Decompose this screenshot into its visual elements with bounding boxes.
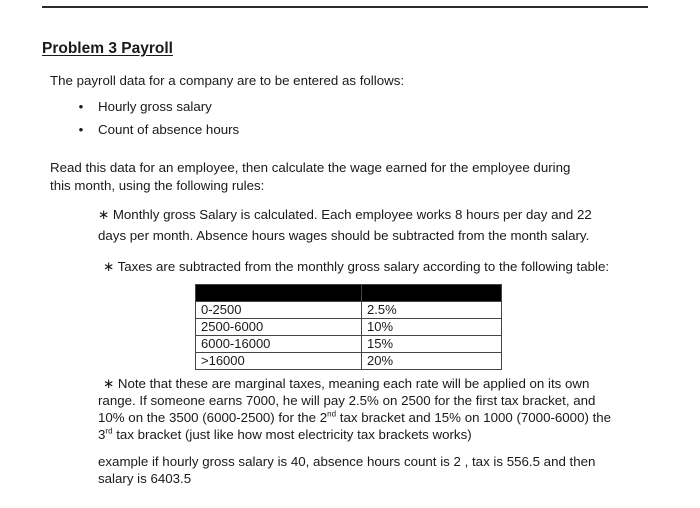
- bracket-range: 6000-16000: [196, 336, 362, 353]
- bracket-range: >16000: [196, 353, 362, 370]
- table-row: [196, 302, 502, 319]
- list-item: [78, 121, 240, 138]
- instructions-line-2: this month, using the following rules:: [50, 178, 265, 193]
- page-title: Problem 3 Payroll: [42, 40, 173, 57]
- list-item-label: Hourly gross salary: [98, 99, 212, 114]
- bracket-range: 2500-6000: [196, 319, 362, 336]
- example-line-1: example if hourly gross salary is 40, absence hours count is 2 , tax is 556.5 and then: [98, 454, 596, 469]
- example-line-2: salary is 6403.5: [98, 471, 192, 486]
- list-item-label: Count of absence hours: [98, 122, 240, 137]
- bracket-rate: 20%: [362, 353, 502, 370]
- table-row: [196, 336, 502, 353]
- note-line-1: ∗ Note that these are marginal taxes, meaning each rate will be applied on its own: [103, 376, 590, 391]
- bullet-icon: •: [78, 122, 84, 137]
- bracket-rate: 15%: [362, 336, 502, 353]
- bracket-rate: 10%: [362, 319, 502, 336]
- table-row: [196, 319, 502, 336]
- table-header-row: [196, 285, 502, 302]
- tax-bracket-table: [195, 284, 502, 370]
- note-line-2: range. If someone earns 7000, he will pay 2.5% on 2500 for the first tax bracket, and: [98, 393, 596, 408]
- table-row: [196, 353, 502, 370]
- rule-salary-line-2: days per month. Absence hours wages should be subtracted from the month salary.: [98, 228, 590, 243]
- list-item: [78, 98, 212, 115]
- intro-text: The payroll data for a company are to be entered as follows:: [50, 73, 405, 88]
- instructions-line-1: Read this data for an employee, then calculate the wage earned for the employee during: [50, 160, 571, 175]
- bracket-rate: 2.5%: [362, 302, 502, 319]
- top-divider: [42, 6, 648, 8]
- rule-salary-line-1: ∗ Monthly gross Salary is calculated. Each employee works 8 hours per day and 22: [98, 207, 592, 222]
- note-line-4: 3rd tax bracket (just like how most electricity tax brackets works): [98, 426, 472, 442]
- bullet-icon: •: [78, 99, 84, 114]
- rule-taxes: ∗ Taxes are subtracted from the monthly gross salary according to the following table:: [103, 259, 610, 274]
- bracket-range: 0-2500: [196, 302, 362, 319]
- note-line-3: 10% on the 3500 (6000-2500) for the 2nd tax bracket and 15% on 1000 (7000-6000) the: [98, 409, 612, 425]
